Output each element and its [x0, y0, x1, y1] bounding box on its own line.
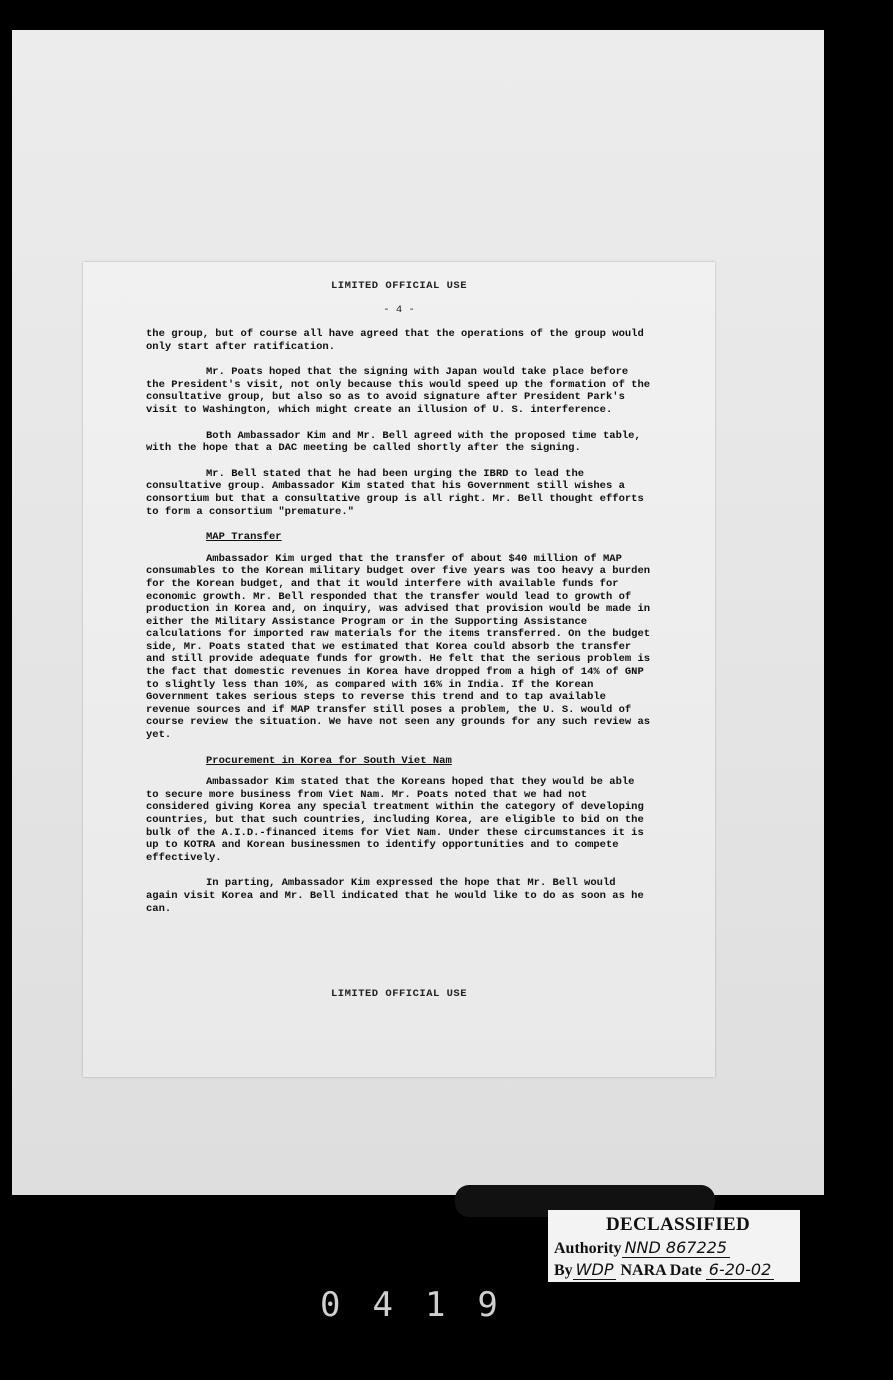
stamp-by-label: By: [554, 1262, 573, 1279]
stamp-title: DECLASSIFIED: [606, 1214, 751, 1235]
film-frame-number: 0419: [320, 1285, 530, 1325]
stamp-authority-line: [554, 1238, 730, 1258]
stamp-by-line: [554, 1260, 774, 1280]
stamp-date-value: 6-20-02: [706, 1260, 774, 1280]
section-heading-procurement: Procurement in Korea for South Viet Nam: [206, 754, 452, 767]
stamp-authority-value: NND 867225: [622, 1238, 730, 1258]
document-body: [146, 328, 651, 928]
document-page: [83, 262, 715, 1077]
paragraph-timetable: Both Ambassador Kim and Mr. Bell agreed with the proposed time table, with the hope that a DAC meeting be called shortly after the signing.: [146, 429, 641, 455]
stamp-by-value: WDP: [573, 1260, 617, 1280]
paragraph-closing: In parting, Ambassador Kim expressed the hope that Mr. Bell would again visit Korea and Mr. Bell indicated that he would like to do as soon as he can.: [146, 877, 644, 915]
stamp-nara-label: NARA Date: [620, 1262, 702, 1279]
stamp-authority-label: Authority: [554, 1240, 622, 1257]
section-heading-map-transfer: MAP Transfer: [206, 531, 282, 544]
paragraph-continuation: the group, but of course all have agreed that the operations of the group would only start after ratification.: [146, 328, 644, 353]
page-number: - 4 -: [383, 304, 415, 316]
paragraph-ibrd: Mr. Bell stated that he had been urging the IBRD to lead the consultative group. Ambassador Kim stated that his Government still wishes a consortium but that a consultative group is all right. Mr. Bell thought efforts to form a consortium "premature.": [146, 467, 644, 518]
declassified-stamp: [548, 1210, 800, 1282]
header-classification: LIMITED OFFICIAL USE: [330, 280, 468, 292]
paragraph-map-transfer: Ambassador Kim urged that the transfer of about $40 million of MAP consumables to the Korean military budget over five years was too heavy a burden for the Korean budget, and that it would interfere with available funds for economic growth. Mr. Bell responded that the transfer would lead to growth of production in Korea and, on inquiry, was advised that provision would be made in either the Military Assistance Program or in the Supporting Assistance calculations for imported raw materials for the items transferred. On the budget side, Mr. Poats stated that we estimated that Korea could absorb the transfer and still provide adequate funds for growth. He felt that the serious problem is the fact that domestic revenues in Korea have dropped from a high of 14% of GNP to slightly less than 10%, as compared with 16% in India. If the Korean Government takes serious steps to reverse this trend and to tap available revenue sources and if MAP transfer still poses a problem, the U. S. would of course review the situation. We have not seen any grounds for any such review as yet.: [146, 552, 651, 742]
paragraph-procurement: Ambassador Kim stated that the Koreans hoped that they would be able to secure more business from Viet Nam. Mr. Poats noted that we had not considered giving Korea any special treatment within the category of developing countries, but that such countries, including Korea, are eligible to bid on the bulk of the A.I.D.-financed items for Viet Nam. Under these circumstances it is up to KOTRA and Korean businessmen to identify opportunities and to compete effectively.: [146, 776, 644, 864]
paragraph-poats-signing: Mr. Poats hoped that the signing with Japan would take place before the President's visit, not only because this would speed up the formation of the consultative group, but also so as to avoid signature after President Park's visit to Washington, which might create an illusion of U. S. interference.: [146, 366, 651, 416]
footer-classification: LIMITED OFFICIAL USE: [330, 988, 468, 1000]
